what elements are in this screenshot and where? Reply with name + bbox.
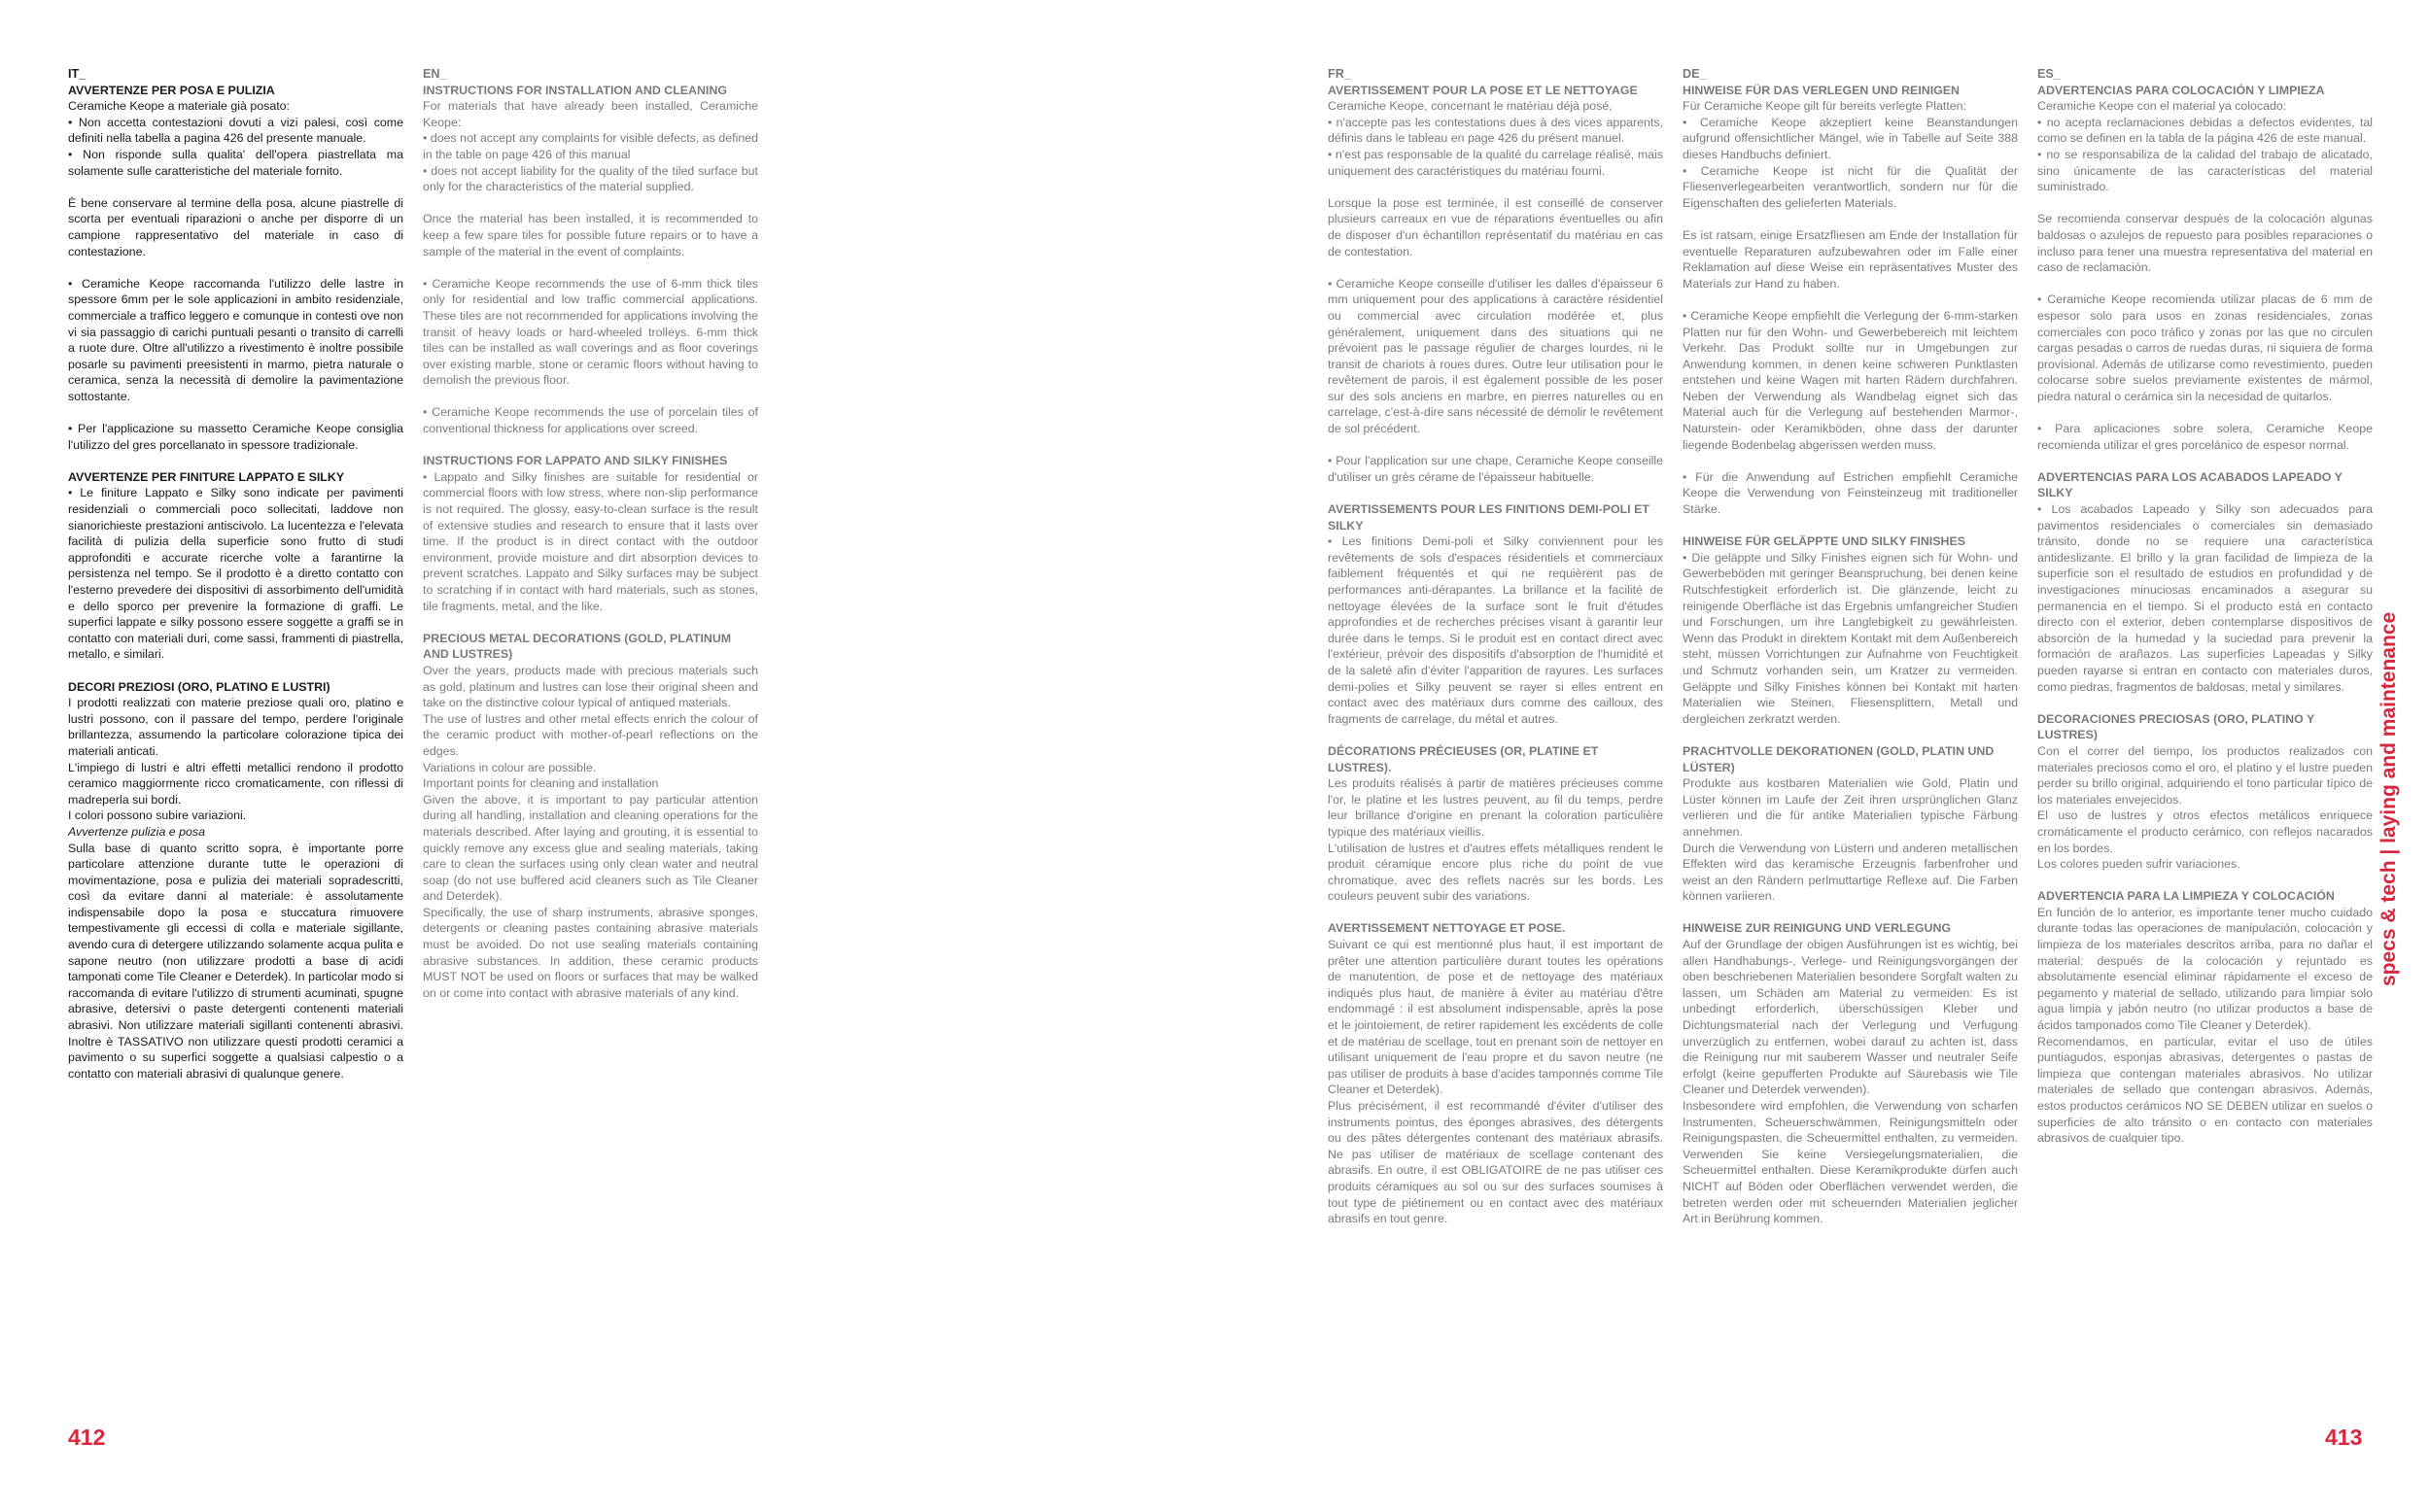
paragraph: Produkte aus kostbaren Materialien wie Gold, Platin und Lüster können im Laufe der Zeit ihren ursprünglichen Glanz verlieren und die für antike Materialien typische Färbung annehmen. — [1683, 776, 2018, 839]
paragraph: • Non accetta contestazioni dovuti a vizi palesi, così come definiti nella tabella a pagina 426 del presente manuale. — [68, 115, 403, 146]
section-heading: AVVERTENZE PER POSA E PULIZIA — [68, 83, 275, 97]
paragraph: Insbesondere wird empfohlen, die Verwendung von scharfen Instrumenten, Scheuerschwämmen, Reinigungsmitteln oder Reinigungspasten, die Scheuermittel enthalten, zu vermeiden. Verwenden Sie keine Versiegelungsmaterialien, die Scheuermittel enthalten. Diese Keramikprodukte dürfen auch NICHT auf Böden oder Oberflächen verwendet werden, die betreten werden oder mit scheuernden Materialien jeglicher Art in Berührung kommen. — [1683, 1099, 2018, 1226]
paragraph: • Lappato and Silky finishes are suitable for residential or commercial floors with low stress, where non-slip performance is not required. The glossy, easy-to-clean surface is the result of extensive studies and research to ensure that it lasts over time. If the product is in direct contact with the outdoor environment, provide moisture and dirt absorption devices to prevent scratches. Lappato and Silky surfaces may be subject to scratching if in contact with hard materials, such as stones, tile fragments, metal, and the like. — [423, 469, 758, 613]
column-english — [423, 66, 758, 1001]
paragraph: El uso de lustres y otros efectos metálicos enriquece cromáticamente el producto cerámico, con reflejos nacarados en los bordes. — [2037, 808, 2373, 855]
section-title-vertical: specs & tech | laying and maintenance — [2378, 611, 2400, 986]
paragraph: Se recomienda conservar después de la colocación algunas baldosas o azulejos de repuesto para posibles reparaciones o incluso para tener una muestra representativa del material en caso de reclamación. — [2037, 212, 2373, 275]
paragraph: Given the above, it is important to pay particular attention during all handling, installation and cleaning operations for the materials described. After laying and grouting, it is essential to quickly remove any excess glue and sealing materials, taking care to clean the surfaces using only clean water and neutral soap (do not use buffered acid cleaners such as Tile Cleaner and Deterdek). — [423, 792, 758, 904]
paragraph: Lorsque la pose est terminée, il est conseillé de conserver plusieurs carreaux en vue de réparations éventuelles ou afin de disposer d'un échantillon représentatif du matériau en cas de contestation. — [1328, 195, 1663, 258]
section-heading: DECORACIONES PRECIOSAS (ORO, PLATINO Y LUSTRES) — [2037, 711, 2315, 742]
paragraph: • Für die Anwendung auf Estrichen empfiehlt Ceramiche Keope die Verwendung von Feinsteinzeug mit traditioneller Stärke. — [1683, 469, 2018, 517]
paragraph: Over the years, products made with precious materials such as gold, platinum and lustres can lose their original sheen and take on the distinctive colour typical of antiqued materials. — [423, 663, 758, 710]
paragraph: • Ceramiche Keope recommends the use of porcelain tiles of conventional thickness for applications over screed. — [423, 405, 758, 436]
paragraph: • Pour l'application sur une chape, Ceramiche Keope conseille d'utiliser un grès cérame de l'épaisseur habituelle. — [1328, 454, 1663, 484]
section-heading: AVERTISSEMENT NETTOYAGE ET POSE. — [1328, 921, 1566, 936]
paragraph: Für Ceramiche Keope gilt für bereits verlegte Platten: — [1683, 99, 1967, 114]
paragraph: Recomendamos, en particular, evitar el uso de útiles puntiagudos, esponjas abrasivas, detergentes o pastas de limpieza que contengan materiales abrasivos. No utilizar materiales de sellado que contengan abrasivos. Además, estos productos cerámicos NO SE DEBEN utilizar en suelos o superficies de alto tránsito o en contacto con materiales abrasivos de cualquier tipo. — [2037, 1034, 2373, 1146]
paragraph: • Para aplicaciones sobre solera, Ceramiche Keope recomienda utilizar el gres porcelánico de espesor normal. — [2037, 422, 2373, 452]
section-title-vertical-wrap — [2378, 568, 2407, 986]
section-heading: INSTRUCTIONS FOR LAPPATO AND SILKY FINISHES — [423, 454, 728, 468]
paragraph: • no se responsabiliza de la calidad del trabajo de alicatado, sino únicamente de las características del material suministrado. — [2037, 147, 2373, 194]
paragraph: • Ceramiche Keope conseille d'utiliser les dalles d'épaisseur 6 mm uniquement pour des applications à caractère résidentiel ou commercial avec circulation modérée et, plus généralement, uniquement dans des situations qui ne prévoient pas le passage régulier de charges lourdes, ni le transit de chariots à roues dures. Outre leur utilisation pour le revêtement de parois, il est également possible de les poser sur des sols anciens en marbre, en pierres naturelles ou en carrelage, c'est-à-dire sans nécessité de démolir le revêtement de sol précédent. — [1328, 276, 1663, 436]
column-italian — [68, 66, 403, 1082]
section-heading: DECORI PREZIOSI (ORO, PLATINO E LUSTRI) — [68, 679, 330, 694]
paragraph: È bene conservare al termine della posa, alcune piastrelle di scorta per eventuali riparazioni o anche per disporre di un campione rappresentativo del materiale in caso di contestazione. — [68, 195, 403, 258]
language-tag: IT_ — [68, 67, 87, 81]
paragraph: The use of lustres and other metal effects enrich the colour of the ceramic product with mother-of-pearl reflections on the edges. — [423, 711, 758, 758]
section-heading: AVVERTENZE PER FINITURE LAPPATO E SILKY — [68, 469, 345, 484]
subheading: Avvertenze pulizia e posa — [68, 824, 205, 839]
paragraph: I prodotti realizzati con materie preziose quali oro, platino e lustri possono, con il passare del tempo, perdere l'originale brillantezza, assumendo la particolare colorazione tipica dei materiali anticati. — [68, 696, 403, 758]
paragraph: Durch die Verwendung von Lüstern und anderen metallischen Effekten wird das keramische Erzeugnis farbenfroher und weist an den Rändern perlmuttartige Reflexe auf. Die Farben können variieren. — [1683, 841, 2018, 904]
section-heading: HINWEISE FÜR DAS VERLEGEN UND REINIGEN — [1683, 83, 1961, 97]
paragraph: • Les finitions Demi-poli et Silky conviennent pour les revêtements de sols d'espaces résidentiels et commerciaux faiblement fréquentés et qui ne requièrent pas de performances anti-dérapantes. La brillance et la facilité de nettoyage élevées de la surface sont le fruit d'études approfondies et de recherches précises visant à garantir leur durée dans le temps. Si le produit est en contact direct avec l'extérieur, prévoir des dispositifs d'absorption de l'humidité et de la saleté afin d'éviter l'apparition de rayures. Les surfaces demi-polies et Silky peuvent se rayer si elles entrent en contact avec des matériaux durs comme des cailloux, des fragments de carrelage, du métal et autres. — [1328, 534, 1663, 726]
section-heading: ADVERTENCIA PARA LA LIMPIEZA Y COLOCACIÓN — [2037, 889, 2335, 904]
section-heading: DÉCORATIONS PRÉCIEUSES (OR, PLATINE ET LUSTRES). — [1328, 743, 1599, 774]
paragraph: Ceramiche Keope con el material ya colocado: — [2037, 99, 2287, 114]
page-number-right: 413 — [2325, 1425, 2363, 1450]
paragraph: L'impiego di lustri e altri effetti metallici rendono il prodotto ceramico maggiormente ricco cromaticamente, con riflessi di madreperla sui bordi. — [68, 760, 403, 807]
paragraph: Specifically, the use of sharp instruments, abrasive sponges, detergents or cleaning pastes containing abrasive materials must be avoided. Do not use sealing materials containing abrasive substances. In addition, these ceramic products MUST NOT be used on floors or surfaces that may be walked on or come into contact with abrasive materials of any kind. — [423, 905, 758, 1000]
section-heading: PRECIOUS METAL DECORATIONS (GOLD, PLATINUM AND LUSTRES) — [423, 631, 732, 662]
paragraph: For materials that have already been installed, Ceramiche Keope: — [423, 99, 758, 129]
column-french — [1328, 66, 1663, 1227]
paragraph: • n'est pas responsable de la qualité du carrelage réalisé, mais uniquement des caractéristiques du matériau fourni. — [1328, 147, 1663, 178]
paragraph: • Per l'applicazione su massetto Ceramiche Keope consiglia l'utilizzo del gres porcellanato in spessore tradizionale. — [68, 422, 403, 452]
paragraph: • does not accept liability for the quality of the tiled surface but only for the characteristics of the material supplied. — [423, 163, 758, 194]
paragraph: Con el correr del tiempo, los productos realizados con materiales preciosos como el oro, el platino y el lustre pueden perder su brillo original, adquiriendo el tono particular típico de los materiales envejecidos. — [2037, 743, 2373, 807]
column-german — [1683, 66, 2018, 1227]
language-tag: DE_ — [1683, 67, 1707, 81]
paragraph: Auf der Grundlage der obigen Ausführungen ist es wichtig, bei allen Handhabungs-, Verlege- und Reinigungsvorgängen der oben beschriebenen Materialien besondere Sorgfalt walten zu lassen, um Schäden am Material zu vermeiden: Es ist unbedingt erforderlich, überschüssigen Kleber und Dichtungsmaterial nach der Verlegung und Verfugung unverzüglich zu entfernen, wobei darauf zu achten ist, dass die Reinigung nur mit sauberem Wasser und neutraler Seife erfolgt (keine gepufferten Produkte auf Säurebasis wie Tile Cleaner und Deterdek verwenden). — [1683, 938, 2018, 1097]
section-heading: HINWEISE ZUR REINIGUNG UND VERLEGUNG — [1683, 921, 1952, 936]
paragraph: • Le finiture Lappato e Silky sono indicate per pavimenti residenziali o commerciali poco sollecitati, laddove non sianorichieste prestazioni antiscivolo. La lucentezza e l'elevata facilità di pulizia della superficie sono frutto di studi approfonditi e accurate ricerche volte a farantirne la persistenza nel tempo. Se il prodotto è a diretto contatto con l'esterno prevedere dei dispositivi di assorbimento dell'umidità e dello sporco per prevenire la formazione di graffi. Le superfici lappate e silky possono essere soggette a graffi se in contatto con materiali duri, come sassi, frammenti di piastrella, metallo, e similari. — [68, 486, 403, 662]
section-heading: ADVERTENCIAS PARA LOS ACABADOS LAPEADO Y SILKY — [2037, 469, 2343, 500]
page-number-left: 412 — [68, 1425, 106, 1450]
section-heading: ADVERTENCIAS PARA COLOCACIÓN Y LIMPIEZA — [2037, 83, 2325, 97]
paragraph: • n'accepte pas les contestations dues à des vices apparents, définis dans le tableau en page 426 du présent manuel. — [1328, 115, 1663, 146]
paragraph: • does not accept any complaints for visible defects, as defined in the table on page 426 of this manual — [423, 131, 758, 161]
paragraph: • Die geläppte und Silky Finishes eignen sich für Wohn- und Gewerbeböden mit geringer Beanspruchung, bei denen keine Rutschfestigkeit erforderlich ist. Die glänzende, leicht zu reinigende Oberfläche ist das Ergebnis umfangreicher Studien und Forschungen, um ihre Langlebigkeit zu gewährleisten. Wenn das Produkt in direktem Kontakt mit dem Außenbereich steht, müssen Vorrichtungen zur Aufnahme von Feuchtigkeit und Schmutz vorhanden sein, um Kratzer zu vermeiden. Geläppte und Silky Finishes können bei Kontakt mit harten Materialien wie Steinen, Fliesensplittern, Metall und dergleichen zerkratzt werden. — [1683, 550, 2018, 726]
paragraph: Sulla base di quanto scritto sopra, è importante porre particolare attenzione durante tutte le operazioni di movimentazione, posa e pulizia dei materiali sopradescritti, così da evitare danni al materiale: è assolutamente indispensabile dopo la posa e stuccatura rimuovere tempestivamente gli eccessi di colla e materiale sigillante, avendo cura di detergere utilizzando solamente acqua pulita e sapone neutro (non utilizzare prodotti a base di acidi tamponati come Tile Cleaner e Deterdek). In particolar modo si raccomanda di evitare l'utilizzo di strumenti acuminati, spugne abrasive, detersivi o paste detergenti contenenti materiali abrasivi. Non utilizzare materiali sigillanti contenenti abrasivi. Inoltre è TASSATIVO non utilizzare questi prodotti ceramici a pavimento o su superfici soggette a qualsiasi calpestio o a contatto con materiali abrasivi di qualunque genere. — [68, 841, 403, 1081]
section-heading: PRACHTVOLLE DEKORATIONEN (GOLD, PLATIN UND LÜSTER) — [1683, 743, 1995, 774]
paragraph: I colori possono subire variazioni. — [68, 808, 247, 823]
paragraph: • no acepta reclamaciones debidas a defectos evidentes, tal como se definen en la tabla de la página 426 de este manual. — [2037, 115, 2373, 146]
paragraph: Suivant ce qui est mentionné plus haut, il est important de prêter une attention particulière durant toutes les opérations de manutention, de pose et de nettoyage des matériaux indiqués plus haut, de manière à éviter au matériau d'être endommagé : il est absolument indispensable, après la pose et le jointoiement, de retirer rapidement les excédents de colle et de matériau de scellage, tout en prenant soin de nettoyer en utilisant uniquement de l'eau propre et du savon neutre (ne pas utiliser de produits à base d'acides tamponnés comme Tile Cleaner et Deterdek). — [1328, 938, 1663, 1097]
language-tag: EN_ — [423, 67, 447, 81]
section-heading: AVERTISSEMENT POUR LA POSE ET LE NETTOYAGE — [1328, 83, 1638, 97]
paragraph: • Ceramiche Keope ist nicht für die Qualität der Fliesenverlegearbeiten verantwortlich, sondern nur für die Eigenschaften des gelieferten Materials. — [1683, 163, 2018, 210]
paragraph: • Los acabados Lapeado y Silky son adecuados para pavimentos residenciales o comerciales sin demasiado tránsito, donde no se requiere una característica antideslizante. El brillo y la gran facilidad de limpieza de la superficie son el resultado de estudios en profundidad y de investigaciones minuciosas encaminados a asegurar su permanencia en el tiempo. Si el producto está en contacto directo con el exterior, deben contemplarse dispositivos de absorción de la humedad y la suciedad para prevenir la formación de arañazos. Las superficies Lapeadas y Silky pueden rayarse si entran en contacto con materiales duros, como piedras, fragmentos de baldosas, metal y similares. — [2037, 502, 2373, 694]
section-heading: HINWEISE FÜR GELÄPPTE UND SILKY FINISHES — [1683, 534, 1965, 549]
paragraph: L'utilisation de lustres et d'autres effets métalliques rendent le produit céramique encore plus riche du point de vue chromatique, avec des reflets nacrés sur les bords. Les couleurs peuvent subir des variations. — [1328, 841, 1663, 904]
paragraph: Ceramiche Keope a materiale già posato: — [68, 99, 290, 114]
paragraph: • Ceramiche Keope recommends the use of 6-mm thick tiles only for residential and low traffic commercial applications. These tiles are not recommended for applications involving the transit of heavy loads or hard-wheeled trolleys. 6-mm thick tiles can be installed as wall coverings and as floor coverings over existing marble, stone or ceramic floors without having to demolish the previous floor. — [423, 276, 758, 388]
paragraph: • Ceramiche Keope akzeptiert keine Beanstandungen aufgrund offensichtlicher Mängel, wie in Tabelle auf Seite 388 dieses Handbuchs definiert. — [1683, 115, 2018, 161]
section-heading: AVERTISSEMENTS POUR LES FINITIONS DEMI-POLI ET SILKY — [1328, 502, 1649, 533]
language-tag: FR_ — [1328, 67, 1351, 81]
paragraph: Es ist ratsam, einige Ersatzfliesen am Ende der Installation für eventuelle Reparaturen aufzubewahren oder im Falle einer Reklamation auf diese Weise ein repräsentatives Muster des Materials zur Hand zu haben. — [1683, 227, 2018, 291]
paragraph: • Non risponde sulla qualita' dell'opera piastrellata ma solamente sulle caratteristiche del materiale fornito. — [68, 147, 403, 178]
paragraph: Los colores pueden sufrir variaciones. — [2037, 857, 2240, 872]
column-spanish — [2037, 66, 2373, 1147]
paragraph: Ceramiche Keope, concernant le matériau déjà posé, — [1328, 99, 1613, 114]
language-tag: ES_ — [2037, 67, 2061, 81]
subheading: Important points for cleaning and installation — [423, 776, 659, 791]
section-heading: INSTRUCTIONS FOR INSTALLATION AND CLEANING — [423, 83, 727, 97]
paragraph: • Ceramiche Keope recomienda utilizar placas de 6 mm de espesor solo para usos en zonas residenciales, zonas comerciales con poco tráfico y zonas por las que no circulen cargas pesadas o carros de ruedas duras, ni siquiera de forma provisional. Además de utilizarse como revestimiento, pueden colocarse sobre suelos previamente existentes de mármol, piedra natural o cerámica sin la necesidad de quitarlos. — [2037, 292, 2373, 403]
paragraph: Plus précisément, il est recommandé d'éviter d'utiliser des instruments pointus, des éponges abrasives, des détergents ou des pâtes détergentes contenant des matériaux abrasifs. Ne pas utiliser de matériaux de scellage contenant des abrasifs. En outre, il est OBLIGATOIRE de ne pas utiliser ces produits céramiques au sol ou sur des surfaces soumises à tout type de piétinement ou en contact avec des matériaux abrasifs en tout genre. — [1328, 1099, 1663, 1226]
paragraph: • Ceramiche Keope raccomanda l'utilizzo delle lastre in spessore 6mm per le sole applicazioni in ambito residenziale, commerciale a traffico leggero e comunque in contesti ove non vi sia passaggio di carichi puntuali pesanti o transito di carrelli a ruote dure. Oltre all'utilizzo a rivestimento è inoltre possibile posarle su pavimenti preesistenti in marmo, pietra naturale o ceramica, senza la necessità di demolire la pavimentazione sottostante. — [68, 276, 403, 403]
paragraph: En función de lo anterior, es importante tener mucho cuidado durante todas las operaciones de manipulación, colocación y limpieza de los materiales descritos arriba, para no dañar el material: después de la colocación y rejuntado es absolutamente esencial eliminar rápidamente el exceso de pegamento y material de sellado, utilizando para limpiar solo agua limpia y jabón neutro (no utilizar productos a base de ácidos tamponados como Tile Cleaner y Deterdek). — [2037, 905, 2373, 1033]
paragraph: Variations in colour are possible. — [423, 760, 597, 774]
paragraph: Once the material has been installed, it is recommended to keep a few spare tiles for possible future repairs or to have a sample of the material in the event of complaints. — [423, 212, 758, 258]
paragraph: • Ceramiche Keope empfiehlt die Verlegung der 6-mm-starken Platten nur für den Wohn- und Gewerbebereich mit leichtem Verkehr. Das Produkt sollte nur in Umgebungen zur Anwendung kommen, in denen keine schweren Punktlasten entstehen und keine Wagen mit harten Rädern durchfahren. Neben der Verwendung als Wandbelag eignet sich das Material auch für die Verlegung auf bestehenden Marmor-, Naturstein- oder Keramikböden, ohne dass der darunter liegende Bodenbelag abgerissen werden muss. — [1683, 308, 2018, 452]
paragraph: Les produits réalisés à partir de matières précieuses comme l'or, le platine et les lustres peuvent, au fil du temps, perdre leur brillance d'origine en prenant la coloration particulière typique des matériaux vieillis. — [1328, 776, 1663, 839]
